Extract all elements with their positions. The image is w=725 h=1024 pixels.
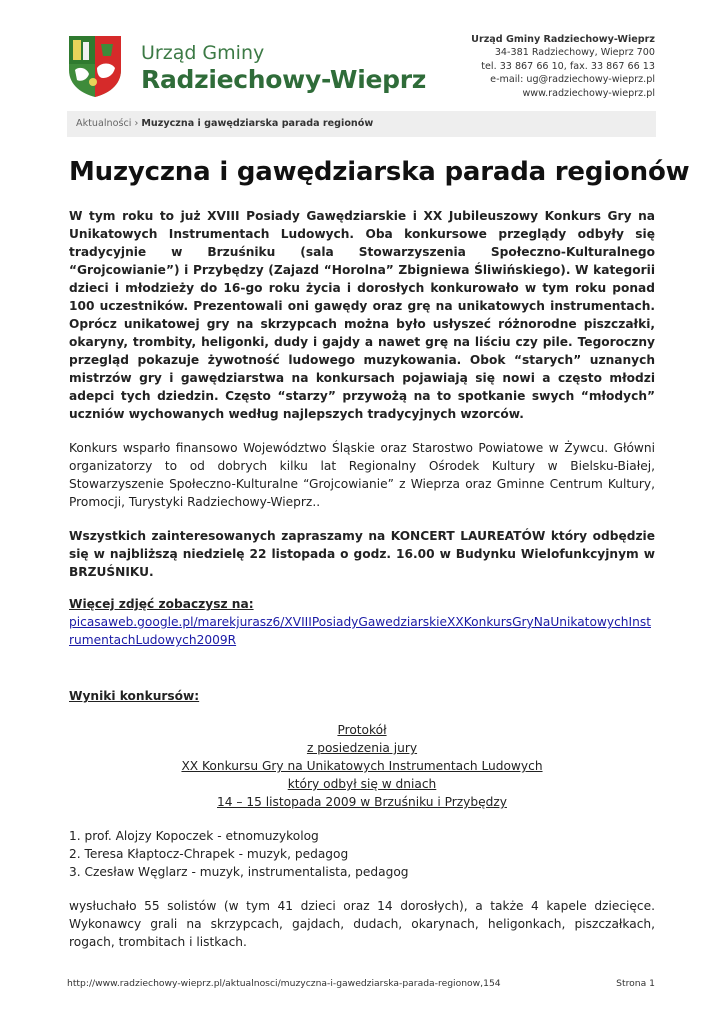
more-photos-label: Więcej zdjęć zobaczysz na: (69, 597, 254, 611)
protocol-block (69, 721, 655, 811)
protocol-line: 14 – 15 listopada 2009 w Brzuśniku i Przybędzy (217, 795, 507, 809)
article-body (69, 207, 655, 951)
breadcrumb-separator: › (134, 118, 139, 129)
protocol-line: Protokół (337, 723, 387, 737)
footer-page-number: Strona 1 (616, 978, 655, 989)
article-paragraph-concert: Wszystkich zainteresowanych zapraszamy na KONCERT LAUREATÓW który odbędzie się w najbliższą niedzielę 22 listopada o godz. 16.00 w Budynku Wielofunkcyjnym w BRZUŚNIKU. (69, 529, 655, 579)
contact-website[interactable]: www.radziechowy-wieprz.pl (522, 87, 655, 99)
contact-phone: tel. 33 867 66 10, fax. 33 867 66 13 (481, 60, 655, 72)
photo-gallery-link[interactable]: picasaweb.google.pl/marekjurasz6/XVIIIPosiadyGawedziarskieXXKonkursGryNaUnikatowychInstrumentachLudowych2009R (69, 615, 651, 647)
article-lead: W tym roku to już XVIII Posiady Gawędziarskie i XX Jubileuszowy Konkurs Gry na Unikatowych Instrumentach Ludowych. Oba konkursowe przeglądy odbyły się tradycyjnie w Brzuśniku (sala Stowarzyszenia Społeczno-Kulturalnego “Grojcowianie”) i Przybędzy (Zajazd “Horolna” Zbigniewa Śliwińskiego). W kategorii dzieci i młodzieży do 16-go roku życia i dorosłych konkurowało w tym roku ponad 100 uczestników. Prezentowali oni gawędy oraz grę na unikatowych instrumentach. Oprócz unikatowej gry na skrzypcach można było usłyszeć różnorodne piszczałki, okaryny, trombity, heligonki, dudy i gajdy a nawet grę na liściu czy pile. Tegoroczny przegląd pokazuje żywotność ludowego muzykowania. Obok “starych” uznanych mistrzów gry i gawędziarstwa na konkursach pojawiają się nowi a często młodzi adepci tych dziedzin. Często “starzy” przywożą na to spotkanie swych “młodych” uczniów wychowanych według najlepszych tradycyjnych wzorców. (69, 209, 655, 421)
protocol-line: XX Konkursu Gry na Unikatowych Instrumentach Ludowych (181, 759, 543, 773)
breadcrumb (67, 111, 656, 137)
jury-list (69, 827, 655, 881)
page-header (0, 0, 725, 110)
results-heading: Wyniki konkursów: (69, 689, 200, 703)
coat-of-arms-icon (67, 34, 123, 98)
logo-text-line1: Urząd Gminy (141, 42, 265, 64)
protocol-line: z posiedzenia jury (306, 741, 418, 755)
article-paragraph-sponsors: Konkurs wsparło finansowo Województwo Śląskie oraz Starostwo Powiatowe w Żywcu. Główni organizatorzy to od dobrych kilku lat Regionalny Ośrodek Kultury w Bielsku-Białej, Stowarzyszenie Społeczno-Kulturalne “Grojcowianie” z Wieprza oraz Gminne Centrum Kultury, Promocji, Turystyki Radziechowy-Wieprz.. (69, 441, 655, 509)
page-title: Muzyczna i gawędziarska parada regionów (69, 157, 690, 187)
contact-email[interactable]: e-mail: ug@radziechowy-wieprz.pl (490, 74, 655, 86)
jury-member: 1. prof. Alojzy Kopoczek - etnomuzykolog (69, 829, 319, 843)
article-paragraph-results: wysłuchało 55 solistów (w tym 41 dzieci oraz 14 dorosłych), a także 4 kapele dziecięce. Wykonawcy grali na skrzypcach, gajdach, dudach, okarynach, heligonkach, piszczałkach, rogach, trombitach i listkach. (69, 899, 655, 949)
contact-address: 34-381 Radziechowy, Wieprz 700 (494, 47, 655, 59)
breadcrumb-parent-link[interactable]: Aktualności (76, 118, 132, 129)
footer-url: http://www.radziechowy-wieprz.pl/aktualnosci/muzyczna-i-gawedziarska-parada-regionow,154 (67, 978, 501, 989)
protocol-line: który odbył się w dniach (287, 777, 437, 791)
contact-org: Urząd Gminy Radziechowy-Wieprz (471, 34, 655, 45)
jury-member: 2. Teresa Kłaptocz-Chrapek - muzyk, pedagog (69, 847, 349, 861)
breadcrumb-current: Muzyczna i gawędziarska parada regionów (141, 118, 374, 129)
logo-text-line2: Radziechowy-Wieprz (141, 65, 427, 94)
jury-member: 3. Czesław Węglarz - muzyk, instrumentalista, pedagog (69, 865, 409, 879)
contact-block (471, 33, 655, 100)
